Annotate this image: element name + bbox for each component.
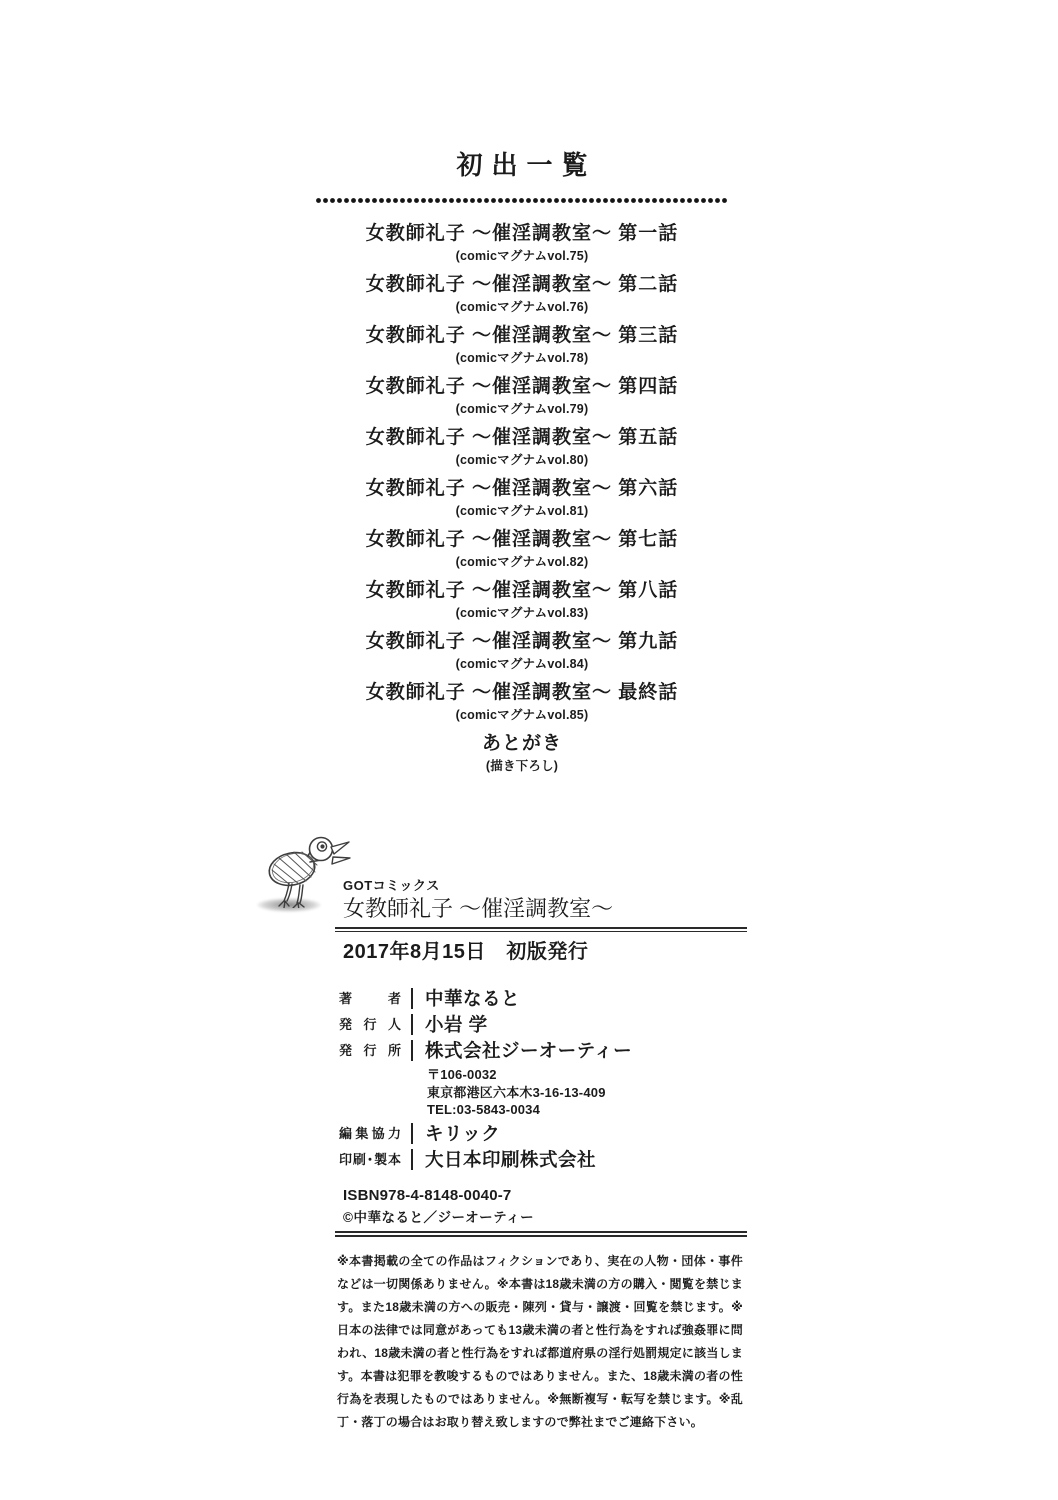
publication-entry [312,374,732,419]
credit-label: 著者 [339,991,401,1006]
credit-value: キリック [425,1122,501,1144]
credit-value: 小岩 学 [425,1014,488,1035]
entry-source: (comicマグナムvol.75) [455,249,589,263]
entry-source: (comicマグナムvol.84) [455,657,589,671]
book-title: 女教師礼子 ～催淫調教室～ [343,896,614,921]
column-divider [411,1014,413,1035]
entry-source: (comicマグナムvol.80) [455,453,589,467]
entry-title: 女教師礼子 ～催淫調教室～ 第八話 [365,580,679,601]
publisher-address [427,1066,747,1119]
column-divider [411,1149,413,1170]
publication-entry [312,629,732,674]
entry-source: (comicマグナムvol.83) [455,606,589,620]
dotted-divider [315,197,729,204]
credit-row-editing [339,1123,747,1144]
disclaimer-rule [335,1231,747,1237]
entry-title: 女教師礼子 ～催淫調教室～ 第一話 [365,223,679,244]
credit-label: 発行人 [339,1017,401,1032]
credit-row-printing [339,1149,747,1170]
column-divider [411,988,413,1009]
credit-label: 発行所 [339,1043,401,1058]
sketch-bird-icon [261,832,353,908]
credit-row-author [339,988,747,1009]
first-publication-section [312,148,732,782]
entry-source: (comicマグナムvol.82) [455,555,589,569]
publication-entry [312,476,732,521]
entry-source: (comicマグナムvol.76) [455,300,589,314]
credit-row-publisher-company [339,1040,747,1061]
publication-entry [312,578,732,623]
entry-title: 女教師礼子 ～催淫調教室～ 第四話 [365,376,679,397]
afterword-entry [312,731,732,776]
entry-source: (描き下ろし) [485,759,559,773]
credit-label: 編集協力 [339,1125,401,1141]
isbn-number: ISBN978-4-8148-0040-7 [343,1186,512,1204]
entry-title: 女教師礼子 ～催淫調教室～ 第五話 [365,427,679,448]
credit-value: 株式会社ジーオーティー [425,1040,633,1061]
imprint-label: GOTコミックス [343,878,440,893]
credits-table [339,988,747,1170]
section-title: 初出一覧 [456,150,597,180]
publication-entry [312,425,732,470]
entry-source: (comicマグナムvol.85) [455,708,589,722]
edition-date: 2017年8月15日 初版発行 [343,941,589,963]
credit-value: 大日本印刷株式会社 [425,1148,597,1170]
entry-source: (comicマグナムvol.81) [455,504,589,518]
entry-source: (comicマグナムvol.79) [455,402,589,416]
address-line: 東京都港区六本木3-16-13-409 [427,1084,606,1100]
credit-value: 中華なると [425,988,521,1009]
entry-title: あとがき [481,733,562,754]
column-divider [411,1123,413,1144]
entry-title: 女教師礼子 ～催淫調教室～ 第三話 [365,325,679,346]
entry-source: (comicマグナムvol.78) [455,351,589,365]
credit-row-publisher-person [339,1014,747,1035]
publisher-logo [257,832,352,924]
credit-label: 印刷･製本 [339,1151,401,1167]
entry-title: 女教師礼子 ～催淫調教室～ 第九話 [365,631,679,652]
title-rule [335,927,747,932]
publication-entry [312,527,732,572]
column-divider [411,1040,413,1061]
publication-entry [312,323,732,368]
postal-code: 〒106-0032 [427,1067,497,1082]
publication-entry [312,221,732,266]
phone-number: TEL:03-5843-0034 [427,1102,541,1117]
entry-title: 女教師礼子 ～催淫調教室～ 第六話 [365,478,679,499]
entry-title: 女教師礼子 ～催淫調教室～ 第七話 [365,529,679,550]
entry-title: 女教師礼子 ～催淫調教室～ 最終話 [365,682,679,703]
publication-entry [312,272,732,317]
colophon-section [335,830,747,1434]
entry-title: 女教師礼子 ～催淫調教室～ 第二話 [365,274,679,295]
legal-disclaimer: ※本書掲載の全ての作品はフィクションであり、実在の人物・団体・事件などは一切関係ありません。※本書は18歳未満の方の購入・閲覧を禁じます。また18歳未満の方への販売・陳列・貸与・譲渡・回覧を禁じます。※日本の法律では同意があっても13歳未満の者と性行為をすれば強姦罪に問われ、18歳未満の者と性行為をすれば都道府県の淫行処罰規定に該当します。本書は犯罪を教唆するものではありません。また、18歳未満の者の性行為を表現したものではありません。※無断複写・転写を禁じます。※乱丁・落丁の場合はお取り替え致しますので弊社までご連絡下さい。 [337,1253,743,1429]
publication-entry [312,680,732,725]
copyright-line: ©中華なると／ジーオーティー [343,1209,535,1225]
